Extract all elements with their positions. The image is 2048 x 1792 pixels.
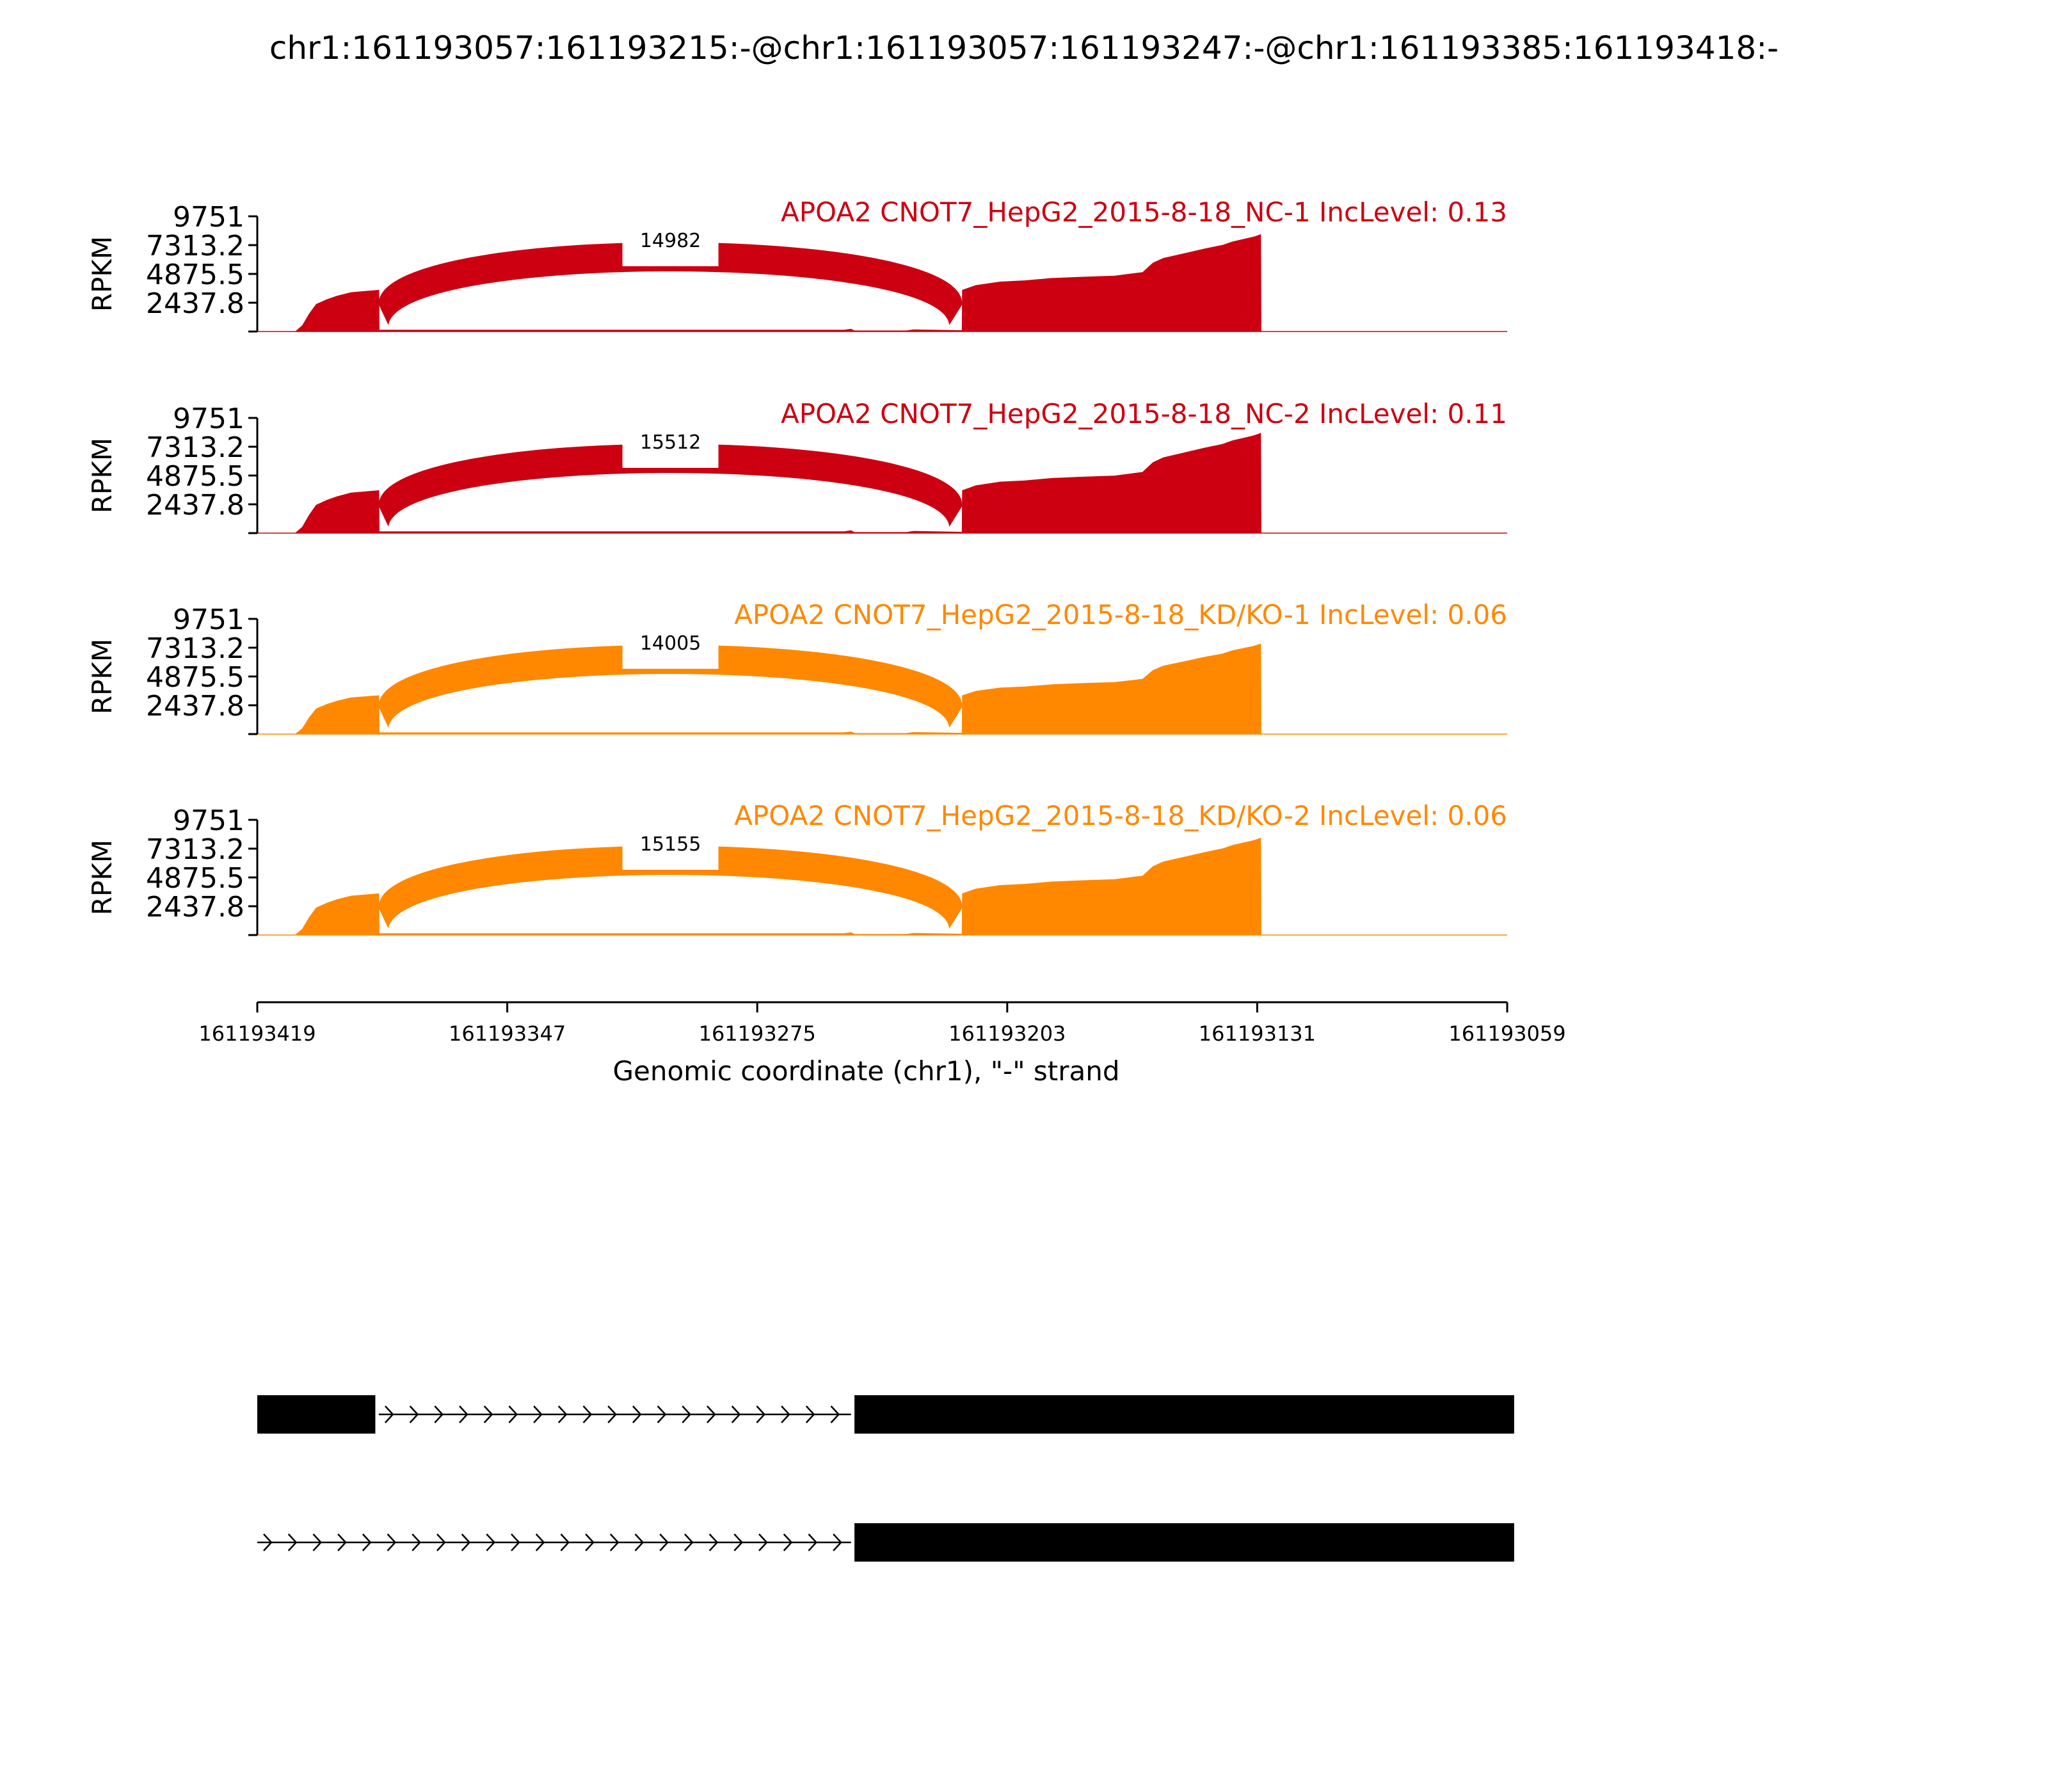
- y-tick-label: 2437.8: [146, 890, 244, 924]
- y-tick-label: 2437.8: [146, 488, 244, 522]
- series-label: APOA2 CNOT7_HepG2_2015-8-18_NC-1 IncLevel: 0.13: [780, 196, 1507, 228]
- y-tick-label: 9751: [173, 804, 244, 837]
- gene-model: [257, 1395, 1514, 1562]
- x-axis: [198, 1002, 1565, 1087]
- y-tick-label: 2437.8: [146, 287, 244, 320]
- coverage-panel-1: [86, 196, 1507, 332]
- exon-block: [854, 1395, 1514, 1434]
- series-label: APOA2 CNOT7_HepG2_2015-8-18_KD/KO-1 IncLevel: 0.06: [734, 599, 1507, 630]
- y-tick-label: 2437.8: [146, 689, 244, 723]
- coverage-panel-3: [86, 599, 1507, 734]
- coverage-panels: [86, 196, 1507, 935]
- exon-block: [257, 1395, 375, 1434]
- y-tick-label: 4875.5: [146, 862, 244, 895]
- y-tick-label: 9751: [173, 201, 244, 234]
- junction-count-label: 15512: [639, 431, 701, 454]
- x-tick-label: 161193131: [1198, 1021, 1316, 1046]
- coverage-panel-4: [86, 800, 1507, 935]
- y-tick-label: 9751: [173, 403, 244, 435]
- y-tick-label: 9751: [173, 604, 244, 636]
- y-tick-label: 7313.2: [146, 230, 244, 263]
- y-tick-label: 7313.2: [146, 833, 244, 867]
- y-tick-label: 4875.5: [146, 661, 244, 694]
- y-tick-label: 4875.5: [146, 259, 244, 291]
- y-axis-label: RPKM: [86, 638, 118, 715]
- y-tick-label: 4875.5: [146, 460, 244, 493]
- junction-count-label: 14005: [639, 632, 701, 655]
- transcript-1: [257, 1395, 1514, 1434]
- x-tick-label: 161193059: [1448, 1021, 1566, 1046]
- x-tick-label: 161193419: [198, 1021, 316, 1046]
- exon-block: [854, 1523, 1514, 1562]
- y-tick-label: 7313.2: [146, 632, 244, 666]
- coverage-panel-2: [86, 398, 1507, 533]
- y-tick-label: 7313.2: [146, 431, 244, 465]
- x-tick-label: 161193347: [448, 1021, 566, 1046]
- y-axis-label: RPKM: [86, 839, 118, 916]
- transcript-2: [257, 1523, 1514, 1562]
- chart-title: chr1:161193057:161193215:-@chr1:161193057:161193247:-@chr1:161193385:161193418:-: [269, 29, 1779, 67]
- y-axis-label: RPKM: [86, 437, 118, 514]
- series-label: APOA2 CNOT7_HepG2_2015-8-18_NC-2 IncLevel: 0.11: [780, 398, 1507, 429]
- x-tick-label: 161193275: [698, 1021, 816, 1046]
- x-tick-label: 161193203: [948, 1021, 1066, 1046]
- y-axis-label: RPKM: [86, 236, 118, 312]
- x-axis-label: Genomic coordinate (chr1), "-" strand: [612, 1055, 1120, 1087]
- junction-count-label: 15155: [639, 833, 701, 856]
- junction-count-label: 14982: [639, 230, 701, 252]
- series-label: APOA2 CNOT7_HepG2_2015-8-18_KD/KO-2 IncLevel: 0.06: [734, 800, 1507, 831]
